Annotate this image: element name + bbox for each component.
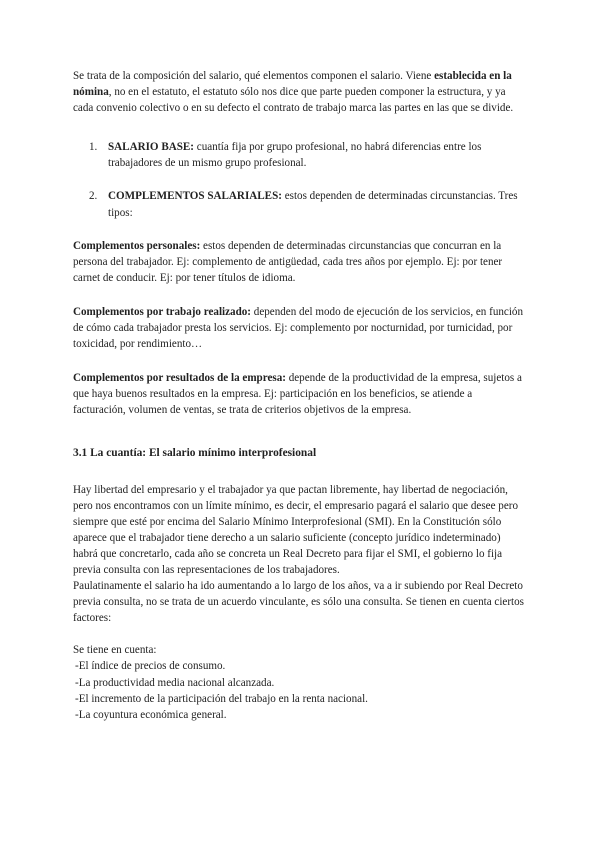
factors-intro: Se tiene en cuenta: [73,644,157,657]
intro-text: Se trata de la composición del salario, qué elementos componen el salario. Viene [73,70,435,82]
list-number: 2. [89,190,98,203]
list-item-text: estos dependen de determinadas circunstancias. Tres tipos: [108,190,518,219]
document-page [73,68,525,723]
salary-types-list [73,139,525,220]
list-item: -El índice de precios de consumo. [75,660,226,673]
complement-title: Complementos personales: [73,239,201,252]
section-paragraph: Hay libertad del empresario y el trabajador ya que pactan libremente, hay libertad de negociación, pero nos encontramos con un límite mínimo, es decir, el empresario pagará el salario que desee pero siempre que esté por encima del Salario Mínimo Interprofesional (SMI). En la Constitución sólo aparece que el trabajador tiene derecho a un salario suficiente (concepto jurídico indeterminado) habrá que concretarlo, cada año se concreta un Real Decreto para fijar el SMI, el gobierno lo fija previa consulta con las representaciones de los trabajadores. [73,483,518,576]
list-item [73,188,525,220]
complement-text: estos dependen de determinadas circunstancias que concurran en la persona del trabajador. Ej: complemento de antigüedad, cada tres años por ejemplo. Ej: por tener carnet de conducir. Ej: por tener títulos de idioma. [73,239,503,284]
list-number: 1. [89,141,98,154]
complement-text: depende de la productividad de la empresa, sujetos a que haya buenos resultados en la empresa. Ej: participación en los beneficios, se atiende a facturación, volumen de ventas, se trata de criterios objetivos de la empresa. [73,372,522,417]
complement-text: dependen del modo de ejecución de los servicios, en función de cómo cada trabajador presta los servicios. Ej: complemento por nocturnidad, por turnicidad, por toxicidad, por rendimiento… [73,305,524,351]
list-item-title: SALARIO BASE: [108,141,194,154]
complement-paragraph [73,370,525,418]
intro-bold-text: establecida en la nómina [73,70,512,99]
intro-paragraph [73,68,525,116]
intro-text-rest: , no en el estatuto, el estatuto sólo nos dice que parte pueden componer la estructura, y ya cada convenio colectivo o en su defecto el contrato de trabajo marca las partes en las que se divide. [73,86,514,115]
section-heading: 3.1 La cuantía: El salario mínimo interprofesional [73,446,317,459]
section-paragraph: Paulatinamente el salario ha ido aumentando a lo largo de los años, va a ir subiendo por Real Decreto previa consulta, no se trata de un acuerdo vinculante, es sólo una consulta. Se tienen en cuenta ciertos factores: [73,580,524,625]
list-item [73,139,525,171]
complement-paragraph [73,238,525,286]
list-item: -La productividad media nacional alcanzada. [75,676,275,689]
complement-paragraph [73,304,525,352]
complement-title: Complementos por resultados de la empresa: [73,372,286,385]
spacer [73,626,525,642]
list-item: -La coyuntura económica general. [75,708,227,721]
list-item-text: cuantía fija por grupo profesional, no habrá diferencias entre los trabajadores de un mismo grupo profesional. [108,141,482,170]
list-item-title: COMPLEMENTOS SALARIALES: [108,190,282,203]
complement-title: Complementos por trabajo realizado: [73,305,251,318]
list-item: -El incremento de la participación del trabajo en la renta nacional. [75,692,368,705]
